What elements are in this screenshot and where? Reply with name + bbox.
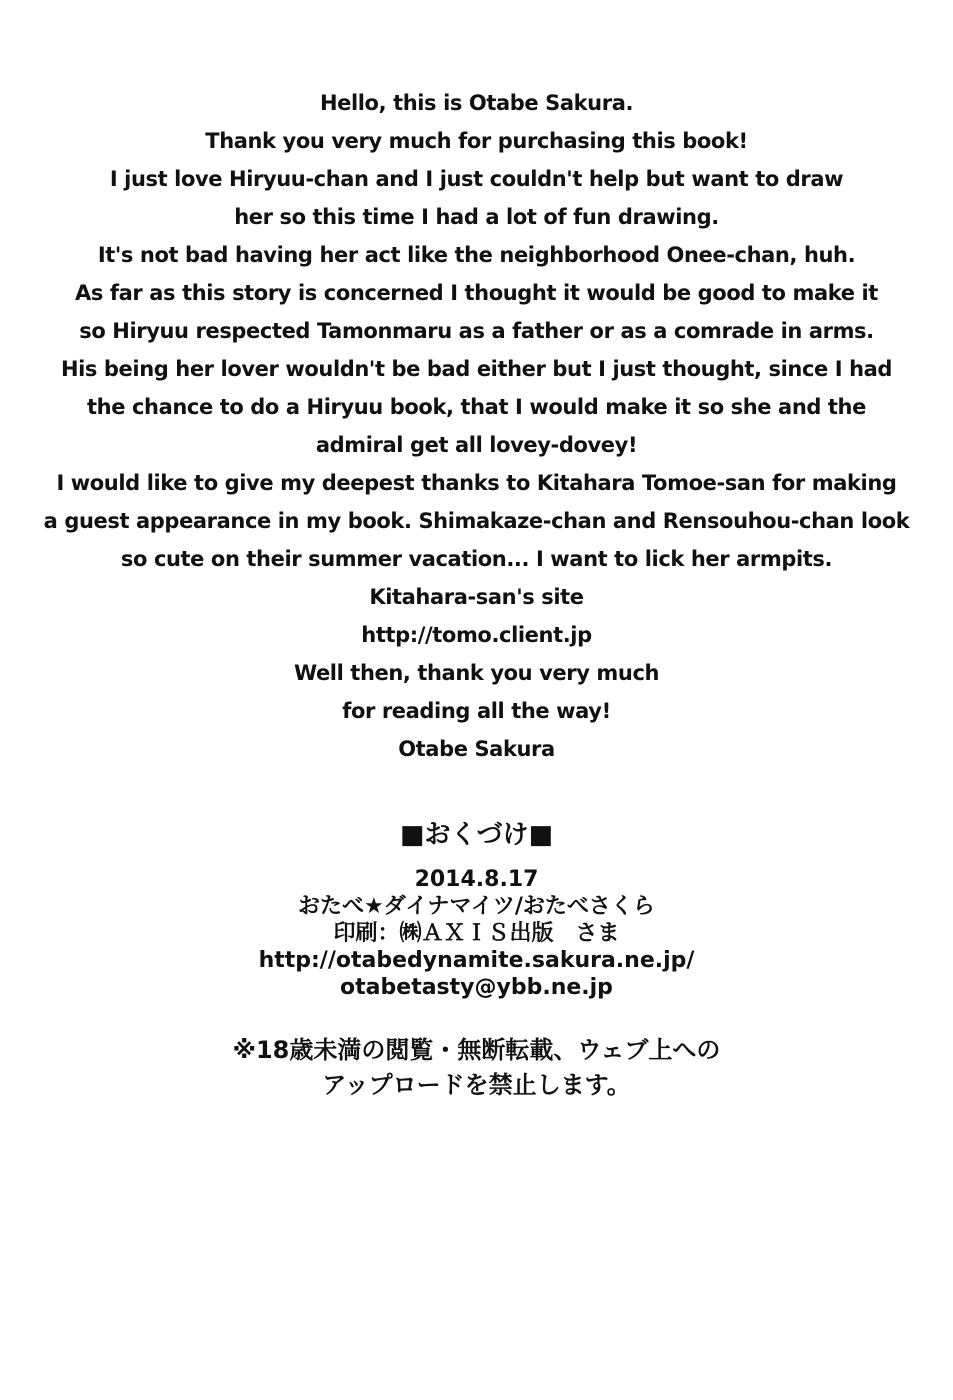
age-restriction-disclaimer: ※18歳未満の閲覧・無断転載、ウェブ上への アップロードを禁止します。	[232, 1036, 721, 1099]
afterword-paragraph-thanks: I would like to give my deepest thanks to Kitahara Tomoe-san for making a guest appearance in my book. Shimakaze-chan and Rensouhou-chan look so cute on their summer vacation... I want to lick her armpits.	[43, 471, 910, 571]
colophon	[0, 820, 953, 1103]
colophon-email: otabetasty@ybb.ne.jp	[340, 975, 613, 1000]
kitahara-site-label: Kitahara-san's site	[369, 585, 584, 609]
closing-message: Well then, thank you very much for reading all the way!	[293, 661, 660, 723]
colophon-printer: 印刷：㈱ＡＸＩＳ出版 さま	[333, 921, 620, 946]
colophon-header: ■おくづけ■	[399, 820, 554, 850]
colophon-website-url: http://otabedynamite.sakura.ne.jp/	[258, 948, 695, 973]
colophon-date: 2014.8.17	[414, 867, 539, 892]
kitahara-site-url: http://tomo.client.jp	[361, 623, 592, 647]
author-signature: Otabe Sakura	[398, 737, 555, 761]
afterword-paragraph-story: As far as this story is concerned I thought it would be good to make it so Hiryuu respected Tamonmaru as a father or as a comrade in arms. His being her lover wouldn't be bad either but I just thought, since I had the chance to do a Hiryuu book, that I would make it so she and the admiral get all lovey-dovey!	[60, 281, 893, 457]
afterword-text	[0, 84, 953, 768]
kitahara-site-block	[0, 578, 953, 654]
colophon-circle-name: おたべ★ダイナマイツ/おたべさくら	[298, 894, 655, 919]
colophon-details	[0, 866, 953, 1001]
afterword-paragraph-greeting: Hello, this is Otabe Sakura. Thank you very much for purchasing this book! I just love Hiryuu-chan and I just couldn't help but want to draw her so this time I had a lot of fun drawing. It's not bad having her act like the neighborhood Onee-chan, huh.	[97, 91, 856, 267]
